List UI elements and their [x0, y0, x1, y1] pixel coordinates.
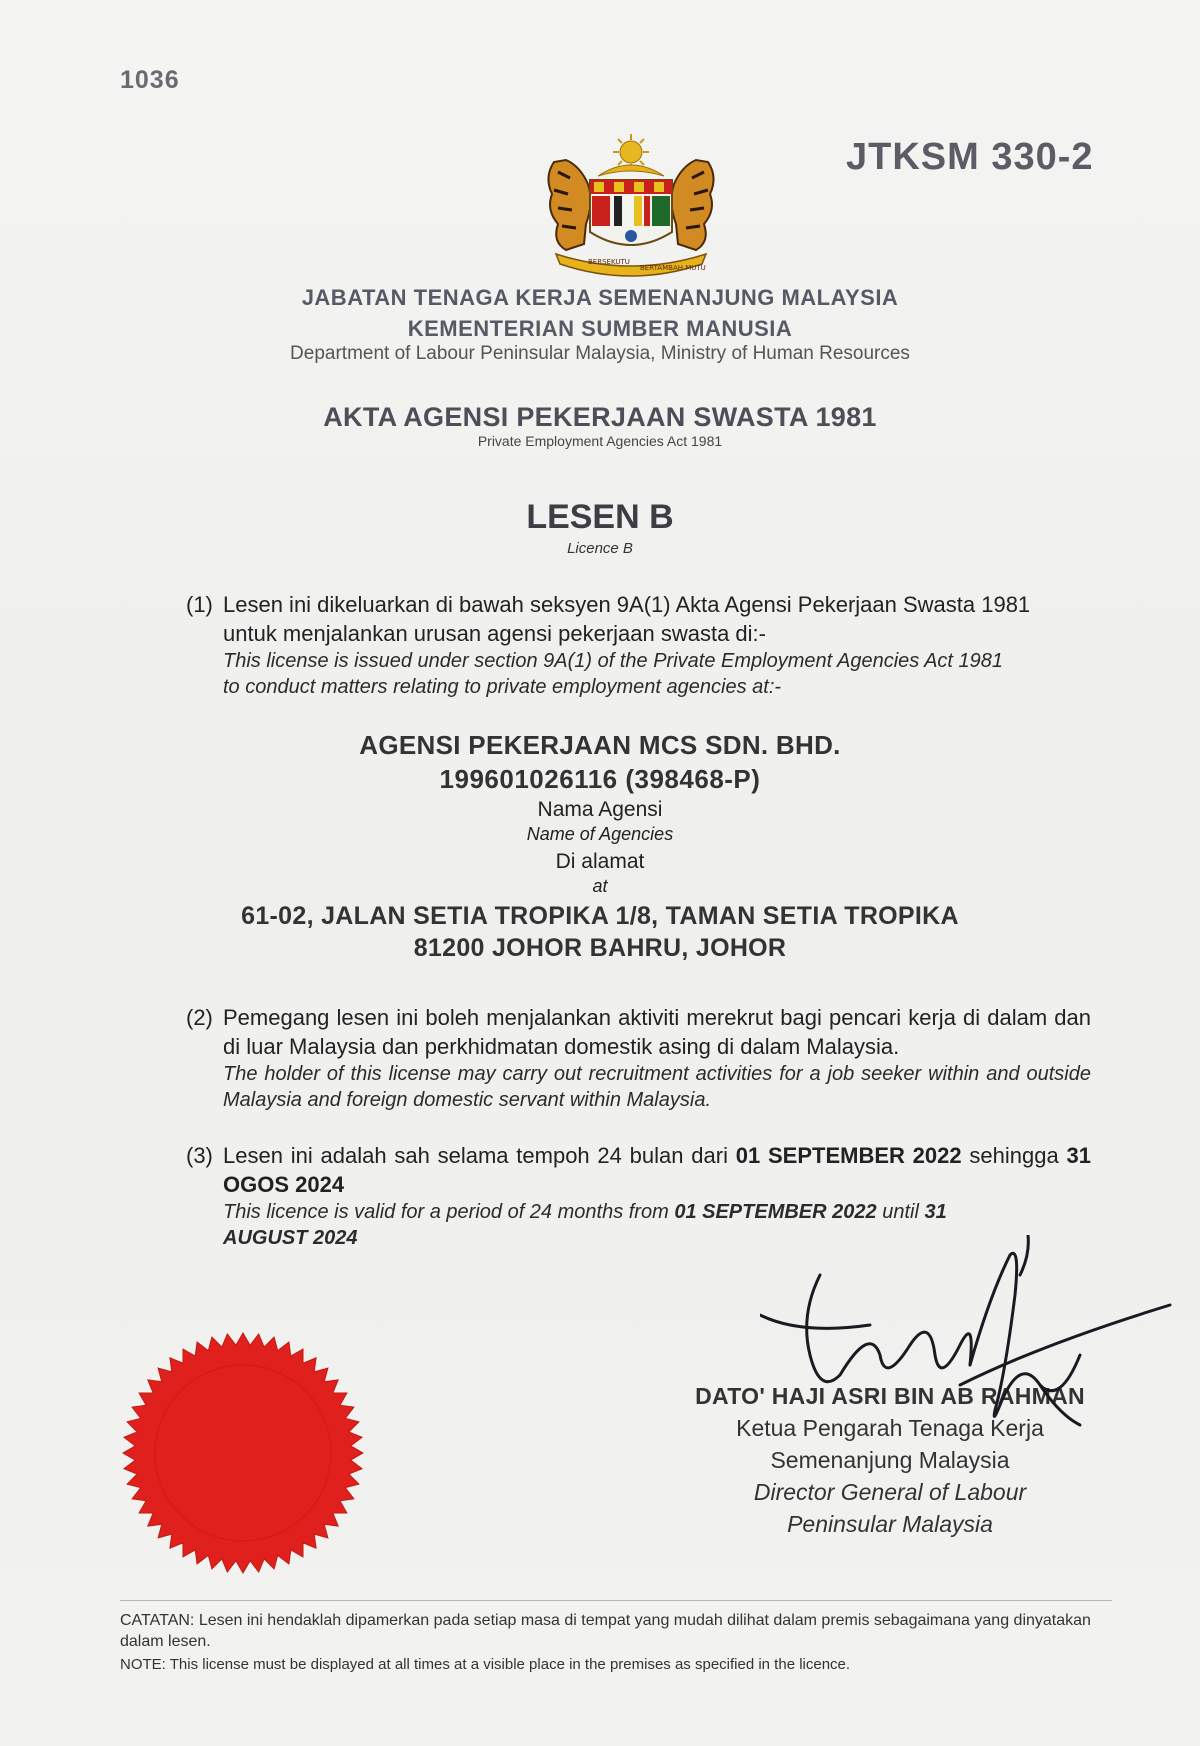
- clause-1-malay-line2: untuk menjalankan urusan agensi pekerjaan swasta di:-: [223, 621, 766, 646]
- act-title-malay: AKTA AGENSI PEKERJAAN SWASTA 1981: [323, 402, 877, 432]
- agency-name-label-english: Name of Agencies: [526, 824, 674, 844]
- footer-catatan: CATATAN: Lesen ini hendaklah dipamerkan pada setiap masa di tempat yang mudah dilihat dalam premis sebagaimana yang dinyatakan dalam lesen.: [120, 1612, 1091, 1650]
- clause-3-malay-mid: sehingga: [969, 1143, 1059, 1168]
- clause-2: [186, 1003, 1091, 1113]
- clause-3-malay-prefix: Lesen ini adalah sah selama tempoh 24 bulan dari: [223, 1143, 728, 1168]
- red-seal-icon: [118, 1328, 368, 1578]
- footer-divider: [120, 1600, 1112, 1601]
- address-label-english: at: [592, 876, 608, 896]
- agency-name: AGENSI PEKERJAAN MCS SDN. BHD.: [359, 730, 841, 760]
- form-code: JTKSM 330-2: [846, 136, 1094, 178]
- department-malay: [0, 282, 1200, 344]
- signature-icon: [760, 1235, 1180, 1455]
- signatory-title-malay-1: Ketua Pengarah Tenaga Kerja: [736, 1415, 1044, 1441]
- agency-address-line1: 61-02, JALAN SETIA TROPIKA 1/8, TAMAN SETIA TROPIKA: [241, 902, 959, 930]
- clause-2-english: The holder of this license may carry out recruitment activities for a job seeker within and outside Malaysia and foreign domestic servant within Malaysia.: [223, 1063, 1091, 1111]
- clause-3-malay-start-date: 01 SEPTEMBER 2022: [735, 1143, 962, 1168]
- crest-motto-right: BERTAMBAH MUTU: [640, 264, 706, 272]
- serial-number: 1036: [120, 66, 180, 94]
- department-english: Department of Labour Peninsular Malaysia, Ministry of Human Resources: [290, 343, 910, 364]
- clause-2-number: (2): [186, 1005, 213, 1030]
- clause-2-malay: Pemegang lesen ini boleh menjalankan aktiviti merekrut bagi pencari kerja di dalam dan di luar Malaysia dan perkhidmatan domestik asing di dalam Malaysia.: [223, 1005, 1091, 1059]
- licence-title-english: Licence B: [567, 540, 633, 557]
- department-line1: JABATAN TENAGA KERJA SEMENANJUNG MALAYSIA: [301, 285, 899, 310]
- clause-1: [186, 590, 1091, 700]
- clause-3-number: (3): [186, 1143, 213, 1168]
- licence-title-malay: LESEN B: [526, 498, 674, 536]
- act-title-english: Private Employment Agencies Act 1981: [477, 433, 723, 449]
- clause-3-english-end-date: 31 AUGUST 2024: [223, 1201, 947, 1249]
- address-label-malay: Di alamat: [555, 850, 645, 873]
- clause-3-malay-end-date: 31 OGOS 2024: [223, 1143, 1091, 1197]
- clause-3-english-start-date: 01 SEPTEMBER 2022: [674, 1201, 877, 1223]
- signatory-title-english-1: Director General of Labour: [753, 1479, 1027, 1505]
- department-line2: KEMENTERIAN SUMBER MANUSIA: [407, 316, 793, 341]
- crest-motto-left: BERSEKUTU: [588, 258, 630, 266]
- clause-1-malay-line1: Lesen ini dikeluarkan di bawah seksyen 9A(1) Akta Agensi Pekerjaan Swasta 1981: [223, 592, 1031, 617]
- coat-of-arms-icon: [536, 132, 726, 280]
- clause-1-english-line2: to conduct matters relating to private employment agencies at:-: [223, 676, 782, 698]
- clause-3-english-prefix: This licence is valid for a period of 24 months from: [223, 1201, 669, 1223]
- clause-1-english-line1: This license is issued under section 9A(1) of the Private Employment Agencies Act 1981: [223, 650, 1004, 672]
- clause-3-english-mid: until: [882, 1201, 919, 1223]
- clause-3-malay: [223, 1141, 1091, 1199]
- footer-note: NOTE: This license must be displayed at all times at a visible place in the premises as specified in the licence.: [120, 1656, 851, 1673]
- agency-name-label-malay: Nama Agensi: [537, 798, 663, 821]
- agency-registration-number: 199601026116 (398468-P): [439, 764, 761, 794]
- agency-address-line2: 81200 JOHOR BAHRU, JOHOR: [413, 934, 787, 962]
- clause-1-number: (1): [186, 592, 213, 617]
- signatory-title-english-2: Peninsular Malaysia: [787, 1511, 993, 1537]
- signatory-name: DATO' HAJI ASRI BIN AB RAHMAN: [695, 1383, 1085, 1409]
- signatory-title-malay-2: Semenanjung Malaysia: [770, 1447, 1010, 1473]
